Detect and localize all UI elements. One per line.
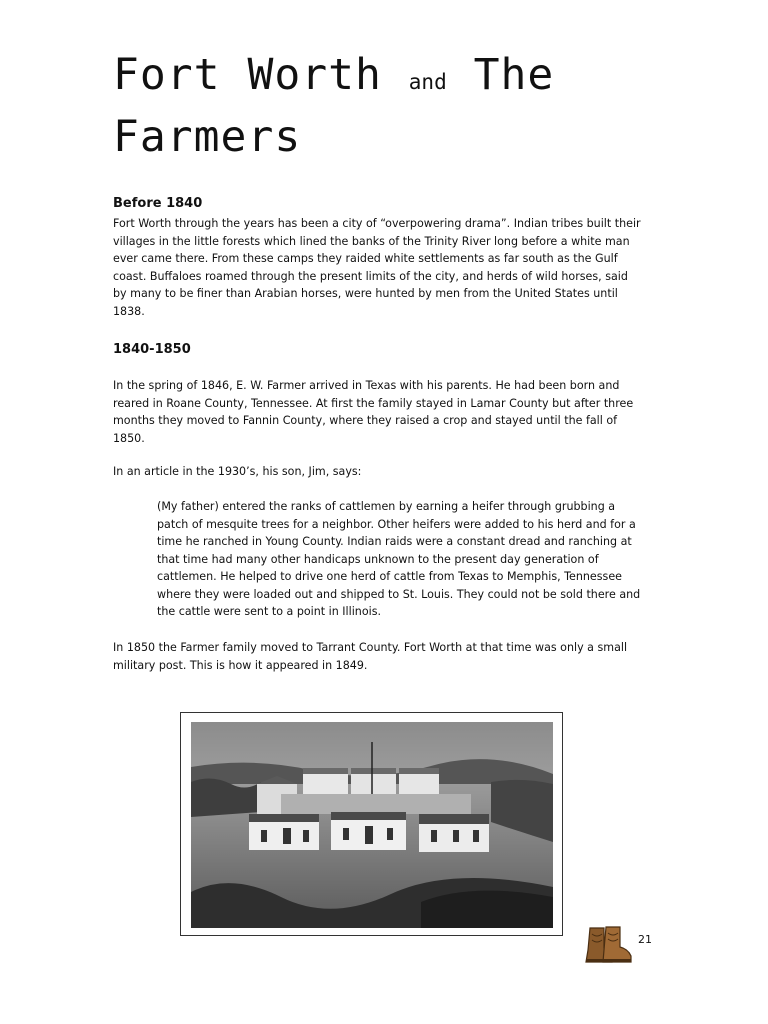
back-building-2 xyxy=(351,772,396,794)
back-building-3 xyxy=(399,772,439,794)
paragraph-article-intro: In an article in the 1930’s, his son, Jim, says: xyxy=(113,465,362,478)
title-part2: The xyxy=(473,50,555,100)
page-title xyxy=(113,48,673,165)
fort-illustration xyxy=(191,722,553,928)
historical-photo-frame xyxy=(180,712,563,936)
section-heading-1840-1850: 1840-1850 xyxy=(113,342,191,357)
paragraph-before-1840: Fort Worth through the years has been a city of “overpowering drama”. Indian tribes built their villages in the little forests which lined the banks of the Trinity River long before a white man ever came there. From these camps they raided white settlements as far south as the Gulf coast. Buffaloes roamed through the present limits of the city, and herds of wild horses, said by many to be finer than Arabian horses, were hunted by men from the United States until 1838. xyxy=(113,217,641,318)
paragraph-tarrant-county: In 1850 the Farmer family moved to Tarrant County. Fort Worth at that time was only a small military post. This is how it appeared in 1849. xyxy=(113,641,628,672)
title-line2: Farmers xyxy=(113,112,302,162)
paragraph-farmer-arrival: In the spring of 1846, E. W. Farmer arrived in Texas with his parents. He had been born and reared in Roane County, Tennessee. At first the family stayed in Lamar County but after three months they moved to Fannin County, where they raised a crop and stayed until the fall of 1850. xyxy=(113,379,634,445)
block-quote: (My father) entered the ranks of cattlemen by earning a heifer through grubbing a patch of mesquite trees for a neighbor. Other heifers were added to his herd and for a time he ranched in Young County. Indian raids were a constant dread and ranching at that time had many other handicaps unknown to the present day generation of cattlemen. He helped to drive one herd of cattle from Texas to Memphis, Tennessee where they were loaded out and shipped to St. Louis. They could not be sold there and the cattle were sent to a point in Illinois. xyxy=(157,500,641,618)
courtyard xyxy=(281,794,471,814)
back-building-1 xyxy=(303,772,348,794)
cowboy-boots-icon xyxy=(584,926,634,964)
title-part1: Fort Worth xyxy=(113,50,382,100)
section-heading-before-1840: Before 1840 xyxy=(113,196,203,211)
page-number: 21 xyxy=(638,933,652,946)
title-connector: and xyxy=(408,70,447,94)
